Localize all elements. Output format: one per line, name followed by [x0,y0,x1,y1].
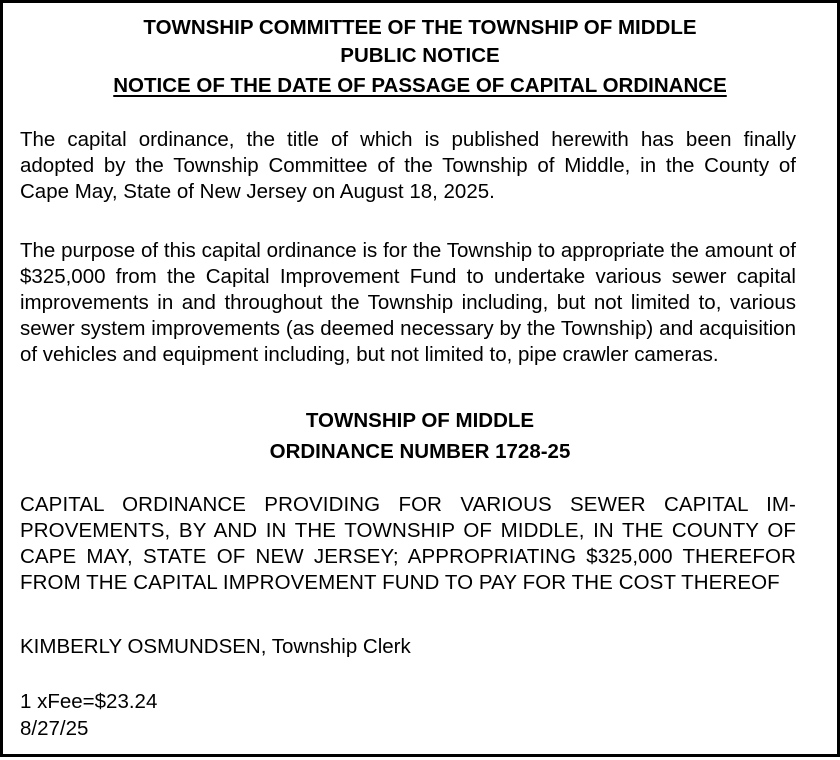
purpose-paragraph: The purpose of this capital ordinance is for the Township to appropriate the amount of $325,000 from the Capital Improvement Fund to undertake various sewer capital improvements in and throughout the Township including, but not limited to, various sewer system improvements (as deemed necessary by the Township) and acquisition of vehicles and equipment including, but not limited to, pipe crawler cameras. [20,239,796,366]
notice-heading-committee: TOWNSHIP COMMITTEE OF THE TOWNSHIP OF MIDDLE [143,16,697,39]
ordinance-heading-number: ORDINANCE NUMBER 1728-25 [269,440,571,463]
ordinance-heading-township: TOWNSHIP OF MIDDLE [305,409,535,432]
notice-heading-public-notice: PUBLIC NOTICE [340,44,500,67]
notice-heading-passage-text: NOTICE OF THE DATE OF PASSAGE OF CAPITAL ORDINANCE [113,74,727,97]
clerk-signature: KIMBERLY OSMUNDSEN, Township Clerk [20,635,411,658]
ordinance-title: CAPITAL ORDINANCE PROVIDING FOR VARIOUS SEWER CAPITAL IM-PROVEMENTS, BY AND IN THE TOWNSHIP OF MIDDLE, IN THE COUNTY OF CAPE MAY, STATE OF NEW JERSEY; APPROPRIATING $325,000 THEREFOR FROM THE CAPITAL IMPROVEMENT FUND TO PAY FOR THE COST THEREOF [20,493,796,594]
adoption-paragraph: The capital ordinance, the title of which is published herewith has been finally adopted by the Township Committee of the Township of Middle, in the County of Cape May, State of New Jersey on August 18, 2025. [20,128,796,203]
publication-date: 8/27/25 [20,717,89,740]
notice-heading-passage [3,73,837,99]
fee-line: 1 xFee=$23.24 [20,690,158,713]
